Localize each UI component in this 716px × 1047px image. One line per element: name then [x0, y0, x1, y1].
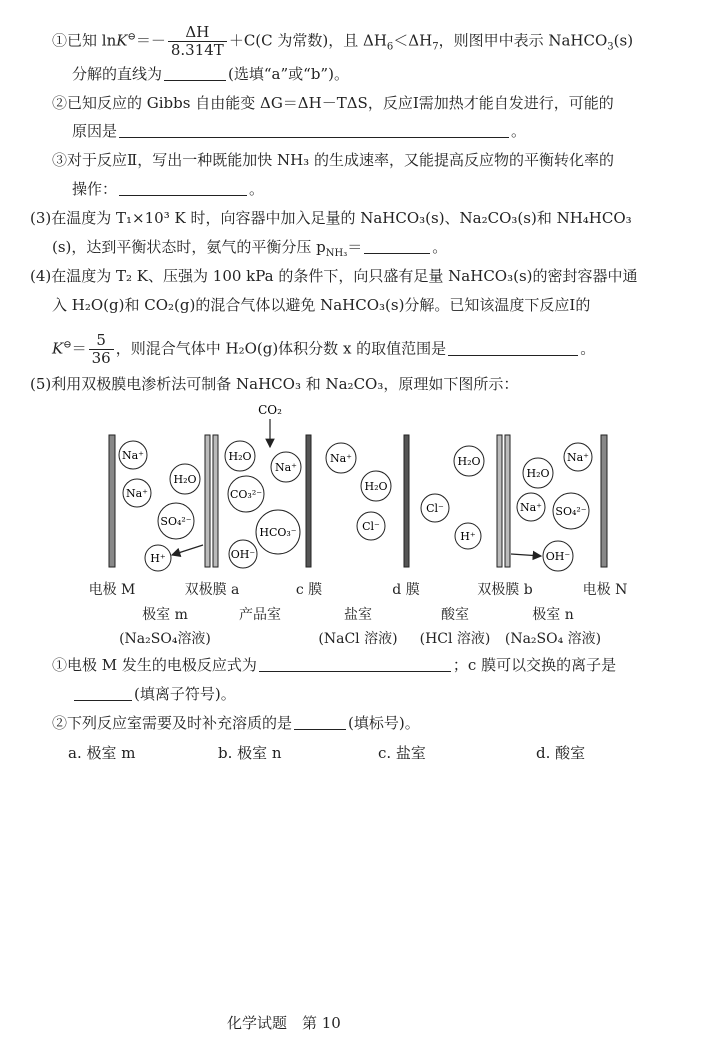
molecule-h2o [170, 464, 200, 494]
q2-item2-line1: ②已知反应的 Gibbs 自由能变 ΔG＝ΔH－TΔS，反应Ⅰ需加热才能自发进行，可能的 [52, 94, 614, 112]
ion-na [271, 452, 301, 482]
answer-blank-6[interactable] [259, 657, 451, 672]
svg-text:HCO₃⁻: HCO₃⁻ [259, 526, 297, 539]
molecule-h2o [225, 441, 255, 471]
svg-text:Na⁺: Na⁺ [567, 451, 589, 464]
label-electrode-n: 电极 N [582, 582, 628, 598]
ion-na [517, 493, 545, 521]
label-chamber-m-solution: (Na₂SO₄溶液) [119, 631, 211, 647]
option-c[interactable]: c. 盐室 [378, 744, 426, 762]
oh-arrow [511, 554, 541, 556]
bipolar-membrane-b [497, 435, 510, 567]
label-bipolar-b: 双极膜 b [477, 582, 533, 598]
q5-item1-line1: ①电极 M 发生的电极反应式为 ；c 膜可以交换的离子是 [52, 656, 617, 674]
label-acid-chamber: 酸室 [441, 607, 469, 623]
answer-blank-5[interactable] [448, 341, 578, 356]
svg-text:H₂O: H₂O [364, 480, 388, 493]
label-acid-solution: (HCl 溶液) [419, 631, 491, 647]
svg-text:H₂O: H₂O [457, 455, 481, 468]
ion-so4 [158, 503, 194, 539]
svg-text:Na⁺: Na⁺ [330, 452, 352, 465]
answer-blank-4[interactable] [364, 239, 430, 254]
ion-cl [357, 512, 385, 540]
molecule-h2o [523, 458, 553, 488]
option-b[interactable]: b. 极室 n [218, 744, 282, 762]
ion-oh [229, 540, 257, 568]
svg-text:OH⁻: OH⁻ [230, 548, 256, 561]
electrode-m [109, 435, 115, 567]
label-c-membrane: c 膜 [295, 582, 323, 598]
molecule-h2o [361, 471, 391, 501]
label-chamber-m: 极室 m [142, 607, 188, 623]
q5-intro: (5)利用双极膜电渗析法可制备 NaHCO₃ 和 Na₂CO₃，原理如下图所示： [30, 375, 519, 393]
option-d[interactable]: d. 酸室 [536, 744, 586, 762]
option-a[interactable]: a. 极室 m [68, 744, 136, 762]
d-membrane [404, 435, 409, 567]
q5-item2-line1: ②下列反应室需要及时补充溶质的是 (填标号)。 [52, 714, 420, 732]
label-bipolar-a: 双极膜 a [184, 582, 240, 598]
ion-hco3 [256, 510, 300, 554]
answer-blank-1[interactable] [164, 66, 226, 81]
answer-blank-7[interactable] [74, 686, 132, 701]
svg-text:H₂O: H₂O [173, 473, 197, 486]
label-d-membrane: d 膜 [392, 582, 420, 598]
label-salt-solution: (NaCl 溶液) [318, 631, 398, 647]
svg-text:SO₄²⁻: SO₄²⁻ [160, 515, 192, 528]
svg-text:H₂O: H₂O [228, 450, 252, 463]
ion-na [326, 443, 356, 473]
svg-text:OH⁻: OH⁻ [545, 550, 571, 563]
c-membrane [306, 435, 311, 567]
q2-item2-line2: 原因是 。 [72, 122, 527, 140]
fraction-5-over-36: $\frac{5}{36}$ [89, 332, 114, 367]
ion-na [564, 443, 592, 471]
q3-line2: (s)，达到平衡状态时，氨气的平衡分压 $p_{NH_3}=$ 。 [52, 238, 448, 259]
page-footer: 化学试题 第 10 [227, 1014, 341, 1032]
q2-item3-line1: ③对于反应Ⅱ，写出一种既能加快 NH₃ 的生成速率，又能提高反应物的平衡转化率的 [52, 151, 614, 169]
q4-line1: (4)在温度为 T₂ K、压强为 100 kPa 的条件下，向只盛有足量 NaHCO₃(s)的密封容器中通 [30, 267, 638, 285]
label-electrode-m: 电极 M [88, 582, 136, 598]
svg-text:H⁺: H⁺ [460, 530, 476, 543]
molecule-h2o [454, 446, 484, 476]
ion-cl [421, 494, 449, 522]
ion-so4 [553, 493, 589, 529]
bipolar-membrane-a [205, 435, 218, 567]
answer-blank-8[interactable] [294, 715, 346, 730]
svg-text:H₂O: H₂O [526, 467, 550, 480]
svg-text:Na⁺: Na⁺ [122, 449, 144, 462]
h-arrow [172, 545, 203, 555]
label-chamber-n-solution: (Na₂SO₄ 溶液) [504, 631, 602, 647]
q4-line3: K⊖＝ $\frac{5}{36}$ ，则混合气体中 H₂O(g)体积分数 x 的取值范围是 。 [52, 331, 596, 367]
q4-line2: 入 H₂O(g)和 CO₂(g)的混合气体以避免 NaHCO₃(s)分解。已知该温度下反应Ⅰ的 [52, 296, 591, 314]
svg-text:CO₃²⁻: CO₃²⁻ [229, 488, 263, 501]
ion-co3 [228, 476, 264, 512]
svg-text:Na⁺: Na⁺ [520, 501, 542, 514]
q2-item1-line2: 分解的直线为 (选填“a”或“b”)。 [72, 65, 349, 83]
svg-text:Na⁺: Na⁺ [275, 461, 297, 474]
answer-blank-2[interactable] [119, 123, 509, 138]
ion-na [119, 441, 147, 469]
svg-text:Cl⁻: Cl⁻ [426, 502, 444, 515]
answer-blank-3[interactable] [119, 181, 247, 196]
svg-text:Na⁺: Na⁺ [126, 487, 148, 500]
svg-text:SO₄²⁻: SO₄²⁻ [555, 505, 587, 518]
q3-line1: (3)在温度为 T₁×10³ K 时，向容器中加入足量的 NaHCO₃(s)、Na₂CO₃(s)和 NH₄HCO₃ [30, 209, 632, 227]
co2-label: CO₂ [258, 403, 282, 417]
fraction-dh-over-rt: $\frac{\Delta H}{8.314T}$ [168, 24, 227, 59]
label-salt-chamber: 盐室 [344, 607, 372, 623]
svg-text:H⁺: H⁺ [150, 552, 166, 565]
ion-na [123, 479, 151, 507]
label-product-chamber: 产品室 [239, 607, 281, 623]
svg-text:Cl⁻: Cl⁻ [362, 520, 380, 533]
ion-h [455, 523, 481, 549]
ion-h [145, 545, 171, 571]
label-chamber-n: 极室 n [532, 607, 574, 623]
q5-item1-line2: (填离子符号)。 [72, 684, 236, 704]
ion-oh [543, 541, 573, 571]
q2-item1-line1: ①已知 lnK⊖＝－ $\frac{\Delta H}{8.314T}$ ＋C(C 为常数)，且 $\Delta H_6<\Delta H_7$，则图甲中表示 NaHCO$_3$(s) [52, 23, 634, 59]
electrode-n [601, 435, 607, 567]
q2-item3-line2: 操作： 。 [72, 180, 265, 198]
